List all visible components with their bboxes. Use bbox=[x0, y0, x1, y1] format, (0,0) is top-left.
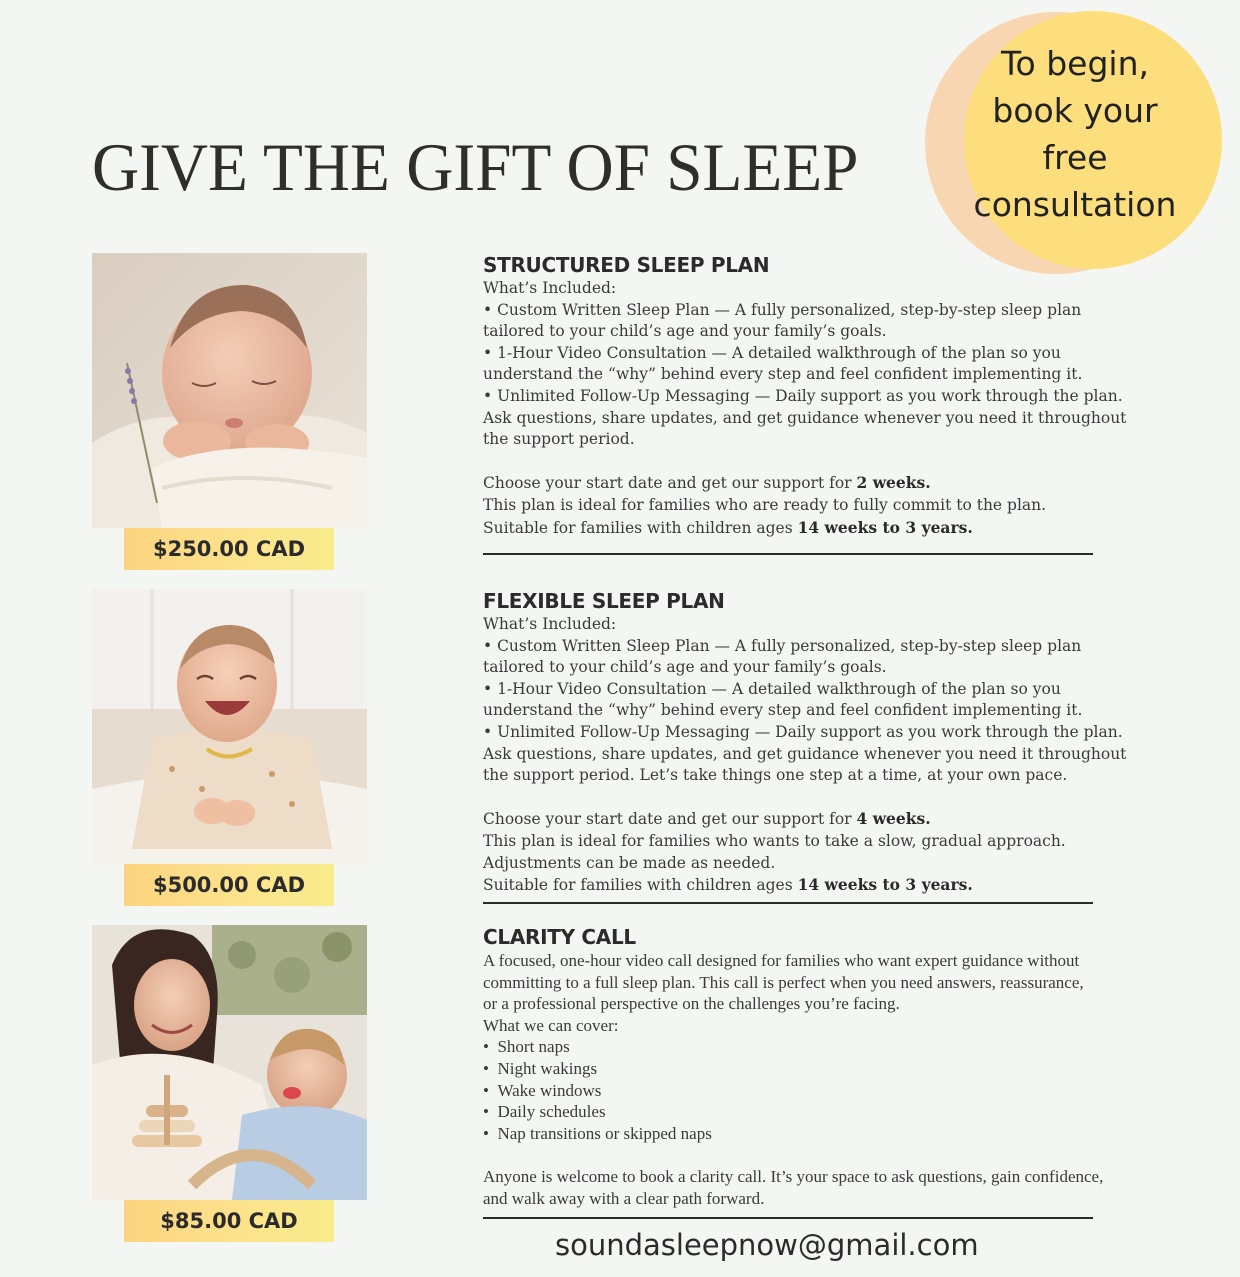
description-line: understand the “why” behind every step and feel confident implementing it. bbox=[483, 365, 1083, 384]
structured-plan-section bbox=[483, 252, 1163, 539]
divider bbox=[483, 1217, 1093, 1219]
section-title: STRUCTURED SLEEP PLAN bbox=[483, 253, 770, 277]
cta-text[interactable] bbox=[955, 40, 1195, 228]
section-title: CLARITY CALL bbox=[483, 925, 636, 949]
description-line: • 1-Hour Video Consultation — A detailed walkthrough of the plan so you bbox=[483, 343, 1061, 362]
description-line: understand the “why” behind every step and feel confident implementing it. bbox=[483, 701, 1083, 720]
description-line: the support period. bbox=[483, 430, 635, 449]
cta-line: book your bbox=[992, 91, 1158, 130]
cta-line: To begin, bbox=[1000, 44, 1149, 83]
page-title: GIVE THE GIFT OF SLEEP bbox=[92, 129, 859, 205]
closing-line: Anyone is welcome to book a clarity call. It’s your space to ask questions, gain confidence, bbox=[483, 1166, 1104, 1186]
divider bbox=[483, 553, 1093, 555]
description-line: the support period. Let’s take things one step at a time, at your own pace. bbox=[483, 766, 1068, 785]
description-line: tailored to your child’s age and your family’s goals. bbox=[483, 322, 887, 341]
support-duration-line: Choose your start date and get our support for 2 weeks. bbox=[483, 473, 931, 493]
adjustments-line: Adjustments can be made as needed. bbox=[483, 853, 776, 872]
topic-item: • Wake windows bbox=[483, 1080, 602, 1100]
included-label: What’s Included: bbox=[483, 279, 617, 297]
description-line: Ask questions, share updates, and get guidance whenever you need it throughout bbox=[483, 744, 1127, 763]
intro-line: committing to a full sleep plan. This call is perfect when you need answers, reassurance, bbox=[483, 972, 1084, 992]
closing-line: and walk away with a clear path forward. bbox=[483, 1188, 765, 1208]
support-duration-line: Choose your start date and get our support for 4 weeks. bbox=[483, 809, 931, 829]
sleeping-baby-photo bbox=[92, 253, 367, 528]
description-line: • Unlimited Follow-Up Messaging — Daily support as you work through the plan. bbox=[483, 722, 1123, 741]
topic-item: • Night wakings bbox=[483, 1058, 598, 1078]
clarity-call-section bbox=[483, 924, 1163, 1209]
intro-line: or a professional perspective on the challenges you’re facing. bbox=[483, 994, 900, 1014]
laughing-baby-photo bbox=[92, 589, 367, 864]
description-line: • Custom Written Sleep Plan — A fully personalized, step-by-step sleep plan bbox=[483, 636, 1082, 655]
divider bbox=[483, 902, 1093, 904]
ages-line: Suitable for families with children ages 14 weeks to 3 years. bbox=[483, 875, 973, 895]
mother-and-baby-photo bbox=[92, 925, 367, 1200]
cta-line: consultation bbox=[973, 185, 1177, 224]
topic-item: • Daily schedules bbox=[483, 1102, 606, 1122]
topic-item: • Short naps bbox=[483, 1037, 570, 1057]
flexible-plan-section bbox=[483, 588, 1163, 897]
intro-line: A focused, one-hour video call designed for families who want expert guidance without bbox=[483, 951, 1080, 970]
included-label: What’s Included: bbox=[483, 615, 617, 633]
contact-email[interactable]: soundasleepnow@gmail.com bbox=[555, 1228, 979, 1262]
price-badge: $250.00 CAD bbox=[124, 528, 334, 570]
description-line: • 1-Hour Video Consultation — A detailed walkthrough of the plan so you bbox=[483, 679, 1061, 698]
ages-line: Suitable for families with children ages 14 weeks to 3 years. bbox=[483, 517, 973, 537]
cta-line: free bbox=[1042, 138, 1108, 177]
price-badge: $500.00 CAD bbox=[124, 864, 334, 906]
description-line: tailored to your child’s age and your family’s goals. bbox=[483, 658, 887, 677]
cover-label: What we can cover: bbox=[483, 1015, 619, 1035]
description-line: Ask questions, share updates, and get guidance whenever you need it throughout bbox=[483, 408, 1127, 427]
price-badge: $85.00 CAD bbox=[124, 1200, 334, 1242]
section-title: FLEXIBLE SLEEP PLAN bbox=[483, 589, 725, 613]
description-line: • Unlimited Follow-Up Messaging — Daily support as you work through the plan. bbox=[483, 386, 1123, 405]
ideal-line: This plan is ideal for families who wants to take a slow, gradual approach. bbox=[483, 831, 1066, 850]
topic-item: • Nap transitions or skipped naps bbox=[483, 1123, 712, 1143]
ideal-line: This plan is ideal for families who are ready to fully commit to the plan. bbox=[483, 495, 1047, 514]
description-line: • Custom Written Sleep Plan — A fully personalized, step-by-step sleep plan bbox=[483, 300, 1082, 319]
